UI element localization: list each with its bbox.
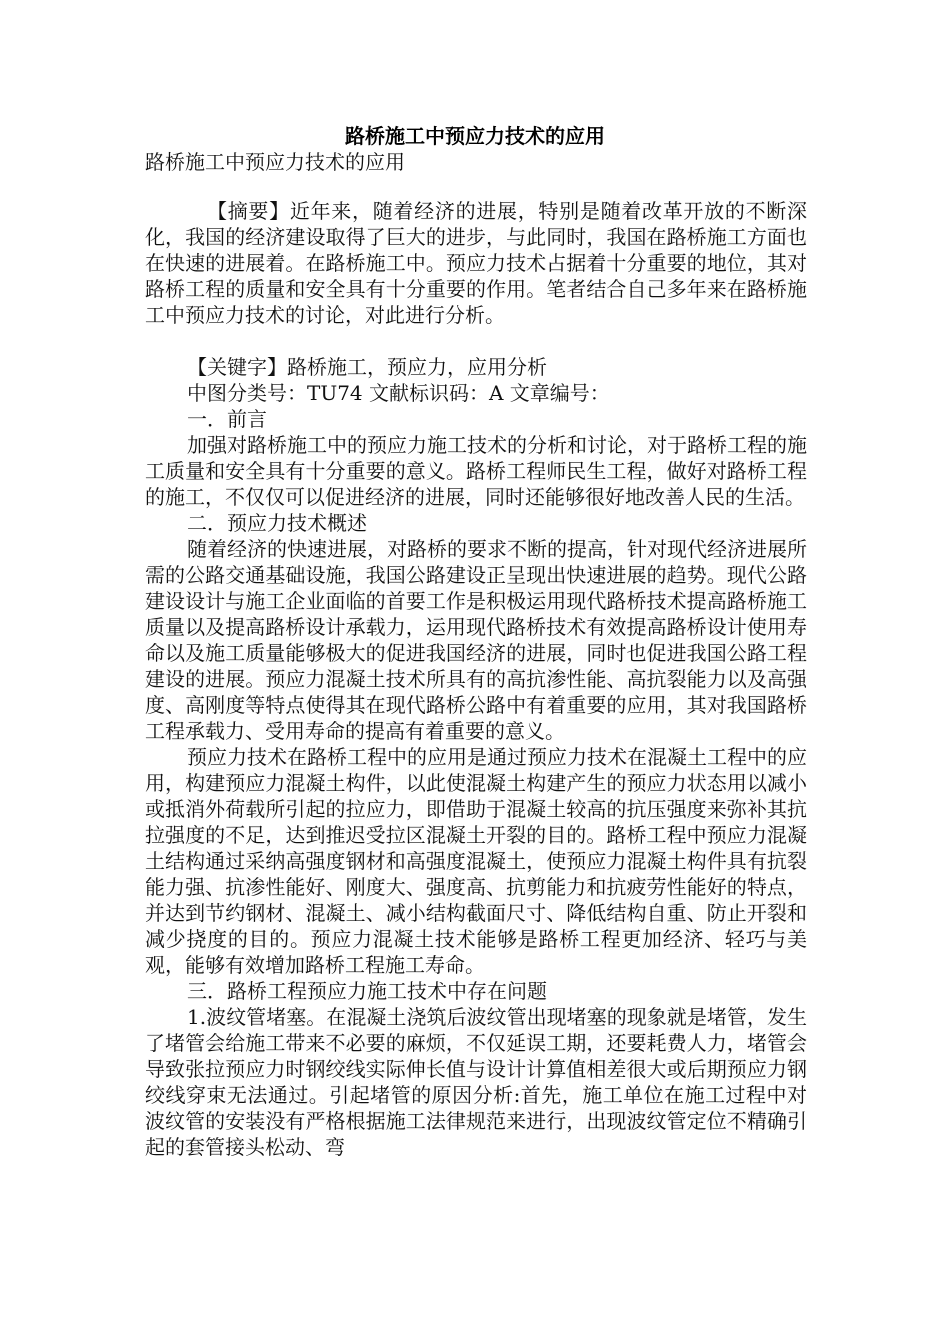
keywords-line: 【关键字】路桥施工，预应力，应用分析 bbox=[187, 355, 547, 379]
section-heading-3: 三．路桥工程预应力施工技术中存在问题 bbox=[187, 979, 547, 1003]
paragraph-spacer bbox=[145, 328, 807, 354]
section-2-paragraph-1: 随着经济的快速进展，对路桥的要求不断的提高，针对现代经济进展所需的公路交通基础设施，我国公路建设正呈现出快速进展的趋势。现代公路建设设计与施工企业面临的首要工作是积极运用现代路桥技术提高路桥施工质量以及提高路桥设计承载力，运用现代路桥技术有效提高路桥设计使用寿命以及施工质量能够极大的促进我国经济的进展，同时也促进我国公路工程建设的进展。预应力混凝土技术所具有的高抗渗性能、高抗裂能力以及高强度、高刚度等特点使得其在现代路桥公路中有着重要的应用，其对我国路桥工程承载力、受用寿命的提高有着重要的意义。 bbox=[145, 537, 807, 743]
section-1-paragraph: 加强对路桥施工中的预应力施工技术的分析和讨论，对于路桥工程的施工质量和安全具有十分重要的意义。路桥工程师民生工程，做好对路桥工程的施工，不仅仅可以促进经济的进展，同时还能够很好地改善人民的生活。 bbox=[145, 433, 807, 509]
section-2-paragraph-2: 预应力技术在路桥工程中的应用是通过预应力技术在混凝土工程中的应用，构建预应力混凝土构件，以此使混凝土构建产生的预应力状态用以减小或抵消外荷载所引起的拉应力，即借助于混凝土较高的抗压强度来弥补其抗拉强度的不足，达到推迟受拉区混凝土开裂的目的。路桥工程中预应力混凝土结构通过采纳高强度钢材和高强度混凝土，使预应力混凝土构件具有抗裂能力强、抗渗性能好、刚度大、强度高、抗剪能力和抗疲劳性能好的特点，并达到节约钢材、混凝土、减小结构截面尺寸、降低结构自重、防止开裂和减少挠度的目的。预应力混凝土技术能够是路桥工程更加经济、轻巧与美观，能够有效增加路桥工程施工寿命。 bbox=[145, 745, 807, 977]
section-heading-1: 一．前言 bbox=[187, 407, 267, 431]
section-heading-2: 二．预应力技术概述 bbox=[187, 511, 367, 535]
document-title: 路桥施工中预应力技术的应用 bbox=[345, 124, 605, 148]
abstract-paragraph: 【摘要】近年来，随着经济的进展，特别是随着改革开放的不断深化，我国的经济建设取得了巨大的进步，与此同时，我国在路桥施工方面也在快速的进展着。在路桥施工中。预应力技术占据着十分重要的地位，其对路桥工程的质量和安全具有十分重要的作用。笔者结合自己多年来在路桥施工中预应力技术的讨论，对此进行分析。 bbox=[145, 199, 807, 327]
classification-line: 中图分类号：TU74 文献标识码：A 文章编号： bbox=[187, 381, 610, 405]
document-subtitle: 路桥施工中预应力技术的应用 bbox=[145, 150, 405, 174]
document-body bbox=[145, 198, 807, 1160]
section-3-paragraph-1: 1.波纹管堵塞。在混凝土浇筑后波纹管出现堵塞的现象就是堵管，发生了堵管会给施工带来不必要的麻烦，不仅延误工期，还要耗费人力，堵管会导致张拉预应力时钢绞线实际伸长值与设计计算值相差很大或后期预应力钢绞线穿束无法通过。引起堵管的原因分析:首先，施工单位在施工过程中对波纹管的安装没有严格根据施工法律规范来进行，出现波纹管定位不精确引起的套管接头松动、弯 bbox=[145, 1005, 807, 1159]
